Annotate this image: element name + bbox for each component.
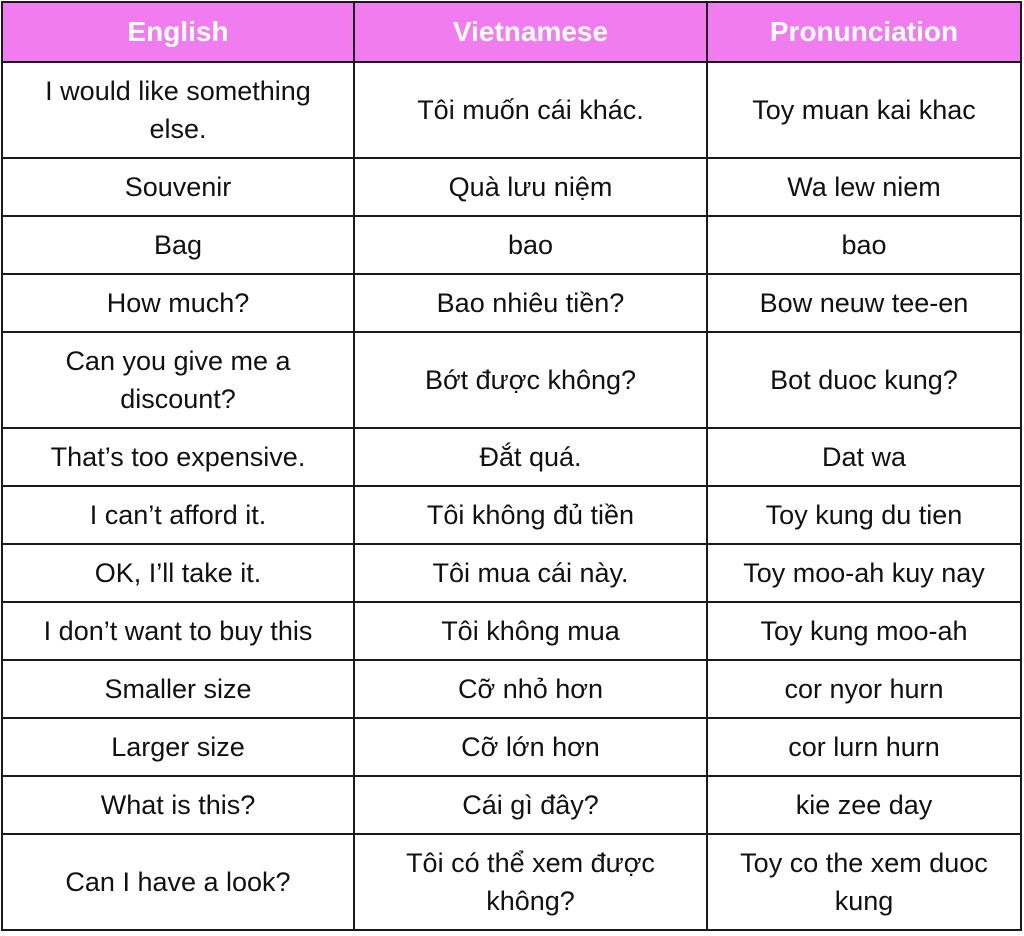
cell-pronunciation: Dat wa: [707, 428, 1021, 486]
table-row: [2, 216, 1021, 274]
table-row: [2, 62, 1021, 158]
cell-english: OK, I’ll take it.: [2, 544, 354, 602]
cell-vietnamese: Quà lưu niệm: [354, 158, 707, 216]
cell-english: That’s too expensive.: [2, 428, 354, 486]
cell-english: How much?: [2, 274, 354, 332]
table-row: [2, 602, 1021, 660]
table-row: [2, 158, 1021, 216]
cell-english: Larger size: [2, 718, 354, 776]
cell-vietnamese: Tôi muốn cái khác.: [354, 62, 707, 158]
cell-english: Can I have a look?: [2, 834, 354, 930]
cell-vietnamese: Bao nhiêu tiền?: [354, 274, 707, 332]
phrase-table-container: [1, 1, 1020, 931]
cell-vietnamese: Cỡ lớn hơn: [354, 718, 707, 776]
cell-vietnamese: Tôi không mua: [354, 602, 707, 660]
table-header-row: [2, 2, 1021, 62]
header-english: English: [2, 2, 354, 62]
cell-vietnamese: Cỡ nhỏ hơn: [354, 660, 707, 718]
cell-vietnamese: Tôi không đủ tiền: [354, 486, 707, 544]
cell-pronunciation: Toy co the xem duoc kung: [707, 834, 1021, 930]
cell-pronunciation: Bot duoc kung?: [707, 332, 1021, 428]
cell-english: I would like something else.: [2, 62, 354, 158]
table-row: [2, 834, 1021, 930]
table-row: [2, 274, 1021, 332]
cell-english: I don’t want to buy this: [2, 602, 354, 660]
cell-vietnamese: Đắt quá.: [354, 428, 707, 486]
cell-pronunciation: Toy kung moo-ah: [707, 602, 1021, 660]
cell-pronunciation: Bow neuw tee-en: [707, 274, 1021, 332]
cell-english: Souvenir: [2, 158, 354, 216]
cell-pronunciation: Toy muan kai khac: [707, 62, 1021, 158]
cell-vietnamese: Bớt được không?: [354, 332, 707, 428]
cell-pronunciation: kie zee day: [707, 776, 1021, 834]
cell-vietnamese: Tôi mua cái này.: [354, 544, 707, 602]
table-row: [2, 544, 1021, 602]
cell-pronunciation: Wa lew niem: [707, 158, 1021, 216]
cell-pronunciation: Toy kung du tien: [707, 486, 1021, 544]
cell-vietnamese: Cái gì đây?: [354, 776, 707, 834]
header-vietnamese: Vietnamese: [354, 2, 707, 62]
cell-english: Smaller size: [2, 660, 354, 718]
cell-pronunciation: cor nyor hurn: [707, 660, 1021, 718]
cell-english: Can you give me a discount?: [2, 332, 354, 428]
cell-english: I can’t afford it.: [2, 486, 354, 544]
cell-pronunciation: bao: [707, 216, 1021, 274]
cell-pronunciation: Toy moo-ah kuy nay: [707, 544, 1021, 602]
phrase-table: [1, 1, 1022, 931]
cell-vietnamese: bao: [354, 216, 707, 274]
cell-english: Bag: [2, 216, 354, 274]
table-row: [2, 486, 1021, 544]
cell-vietnamese: Tôi có thể xem được không?: [354, 834, 707, 930]
table-row: [2, 776, 1021, 834]
cell-english: What is this?: [2, 776, 354, 834]
table-row: [2, 660, 1021, 718]
table-row: [2, 428, 1021, 486]
header-pronunciation: Pronunciation: [707, 2, 1021, 62]
table-row: [2, 332, 1021, 428]
cell-pronunciation: cor lurn hurn: [707, 718, 1021, 776]
table-row: [2, 718, 1021, 776]
